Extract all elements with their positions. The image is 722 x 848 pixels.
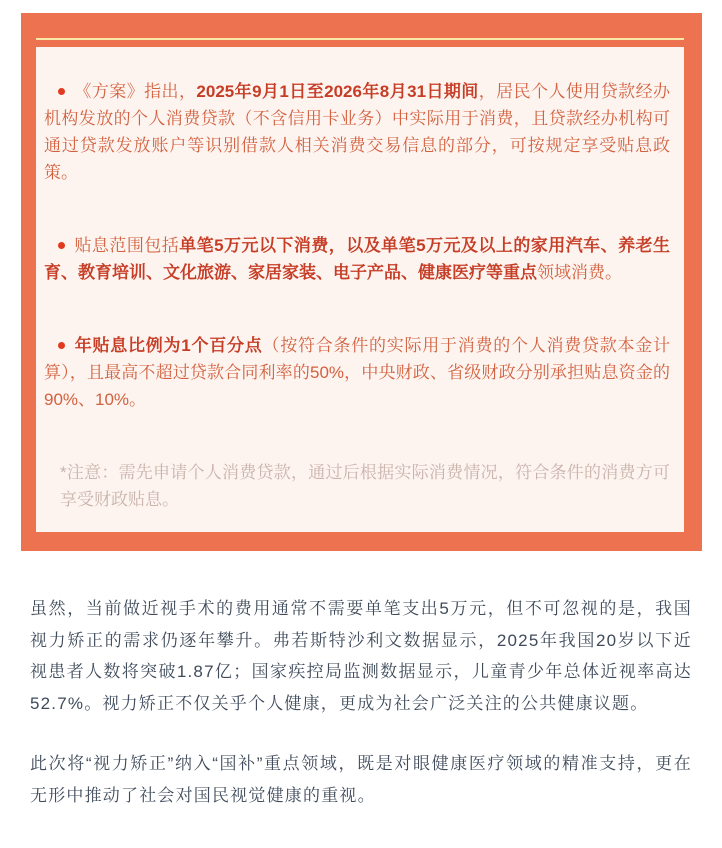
card-bullet (44, 332, 670, 413)
policy-banner (21, 13, 702, 551)
page (0, 13, 722, 848)
article-body (0, 551, 722, 848)
card-bullet (44, 232, 670, 286)
bullet-text: 《方案》指出， (74, 82, 197, 101)
bullet-text-bold: 2025年9月1日至2026年8月31日期间 (196, 82, 479, 101)
article-paragraph: 虽然，当前做近视手术的费用通常不需要单笔支出5万元，但不可忽视的是，我国视力矫正的需求仍逐年攀升。弗若斯特沙利文数据显示，2025年我国20岁以下近视患者人数将突破1.87亿；国家疾控局监测数据显示，儿童青少年总体近视率高达52.7%。视力矫正不仅关乎个人健康，更成为社会广泛关注的公共健康议题。 (30, 599, 692, 713)
bullet-text: 贴息范围包括 (74, 236, 180, 255)
bullet-text: 领域消费。 (537, 263, 622, 282)
card-bullet (44, 78, 670, 186)
policy-card (36, 47, 684, 532)
bullet-text: ，居民个人使用贷款经办机构发放的个人消费贷款（不含信用卡业务）中实际用于消费，且贷款经办机构可通过贷款发放账户等识别借款人相关消费交易信息的部分，可按规定享受贴息政策。 (44, 82, 671, 182)
divider-line (36, 38, 684, 40)
bullet-text-bold: 年贴息比例为1个百分点 (74, 336, 263, 355)
card-note: *注意：需先申请个人消费贷款，通过后根据实际消费情况，符合条件的消费方可享受财政贴息。 (60, 463, 670, 509)
article-paragraph: 此次将“视力矫正”纳入“国补”重点领域，既是对眼健康医疗领域的精准支持，更在无形中推动了社会对国民视觉健康的重视。 (30, 754, 692, 805)
bullet-dot-icon (58, 88, 65, 95)
bullet-text: （按符合条件的实际用于消费的个人消费贷款本金计算），且最高不超过贷款合同利率的50%，中央财政、省级财政分别承担贴息资金的90%、10%。 (44, 336, 670, 409)
bullet-text-bold: 单笔5万元以下消费，以及单笔5万元及以上的家用汽车、养老生育、教育培训、文化旅游、家居家装、电子产品、健康医疗等重点 (44, 236, 670, 282)
bullet-dot-icon (58, 242, 65, 249)
bullet-dot-icon (58, 342, 65, 349)
